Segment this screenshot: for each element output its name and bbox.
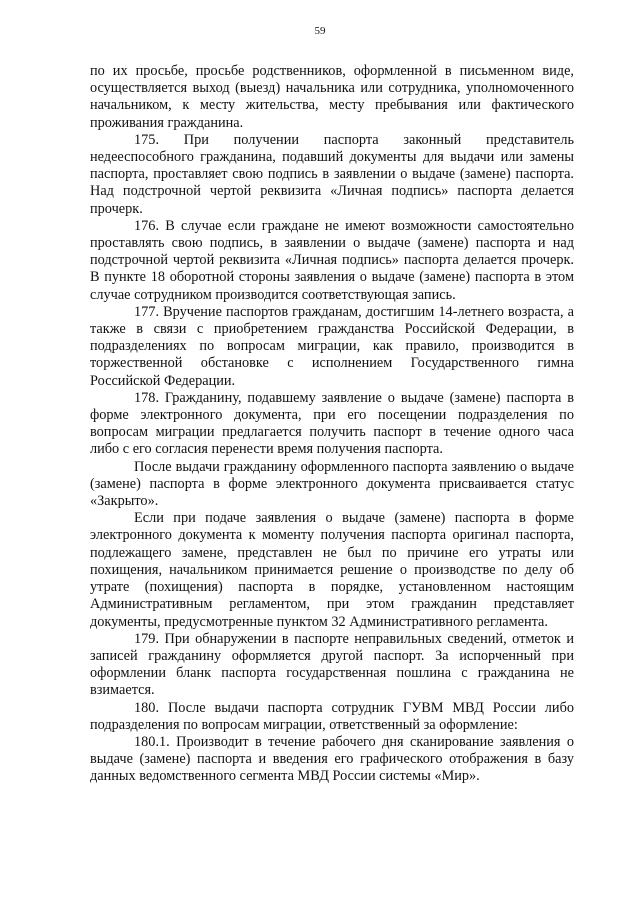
page-number: 59 bbox=[314, 25, 326, 37]
paragraph-177: 177. Вручение паспортов гражданам, достигшим 14-летнего возраста, а также в связи с приобретением гражданства Российской Федерации, в подразделениях по вопросам миграции, как правило, производится в торжественной обстановке с исполнением Государственного гимна Российской Федерации. bbox=[90, 303, 574, 389]
paragraph-175: 175. При получении паспорта законный представитель недееспособного гражданина, подавший документы для выдачи или замены паспорта, проставляет свою подпись в заявлении о выдаче (замене) паспорта. Над подстрочной чертой реквизита «Личная подпись» паспорта делается прочерк. bbox=[90, 131, 574, 217]
paragraph-176: 176. В случае если граждане не имеют возможности самостоятельно проставлять свою подпись, в заявлении о выдаче (замене) паспорта и над подстрочной чертой реквизита «Личная подпись» паспорта делается прочерк. В пункте 18 оборотной стороны заявления о выдаче (замене) паспорта в этом случае сотрудником производится соответствующая запись. bbox=[90, 217, 574, 303]
paragraph-178-status: После выдачи гражданину оформленного паспорта заявлению о выдаче (замене) паспорта в форме электронного документа присваивается статус «Закрыто». bbox=[90, 458, 574, 510]
paragraph-178: 178. Гражданину, подавшему заявление о выдаче (замене) паспорта в форме электронного документа, при его посещении подразделения по вопросам миграции предлагается получить паспорт в течение одного часа либо с его согласия перенести время получения паспорта. bbox=[90, 389, 574, 458]
paragraph-180: 180. После выдачи паспорта сотрудник ГУВМ МВД России либо подразделения по вопросам миграции, ответственный за оформление: bbox=[90, 699, 574, 733]
paragraph-179: 179. При обнаружении в паспорте неправильных сведений, отметок и записей гражданину оформляется другой паспорт. За испорченный при оформлении бланк паспорта государственная пошлина с гражданина не взимается. bbox=[90, 630, 574, 699]
paragraph-180-1: 180.1. Производит в течение рабочего дня сканирование заявления о выдаче (замене) паспорта и введения его графического отображения в базу данных ведомственного сегмента МВД России системы «Мир». bbox=[90, 733, 574, 785]
paragraph-178-lost-passport: Если при подаче заявления о выдаче (замене) паспорта в форме электронного документа к моменту получения паспорта оригинал паспорта, подлежащего замене, представлен не был по причине его утраты или похищения, начальником принимается решение о производстве по делу об утрате (похищения) паспорта в порядке, установленном настоящим Административным регламентом, при этом гражданин представляет документы, предусмотренные пунктом 32 Административного регламента. bbox=[90, 510, 574, 630]
document-body bbox=[90, 63, 574, 786]
paragraph-continuation: по их просьбе, просьбе родственников, оформленной в письменном виде, осуществляется выход (выезд) начальника или сотрудника, уполномоченного начальником, к месту жительства, месту пребывания или фактического проживания гражданина. bbox=[90, 63, 574, 131]
